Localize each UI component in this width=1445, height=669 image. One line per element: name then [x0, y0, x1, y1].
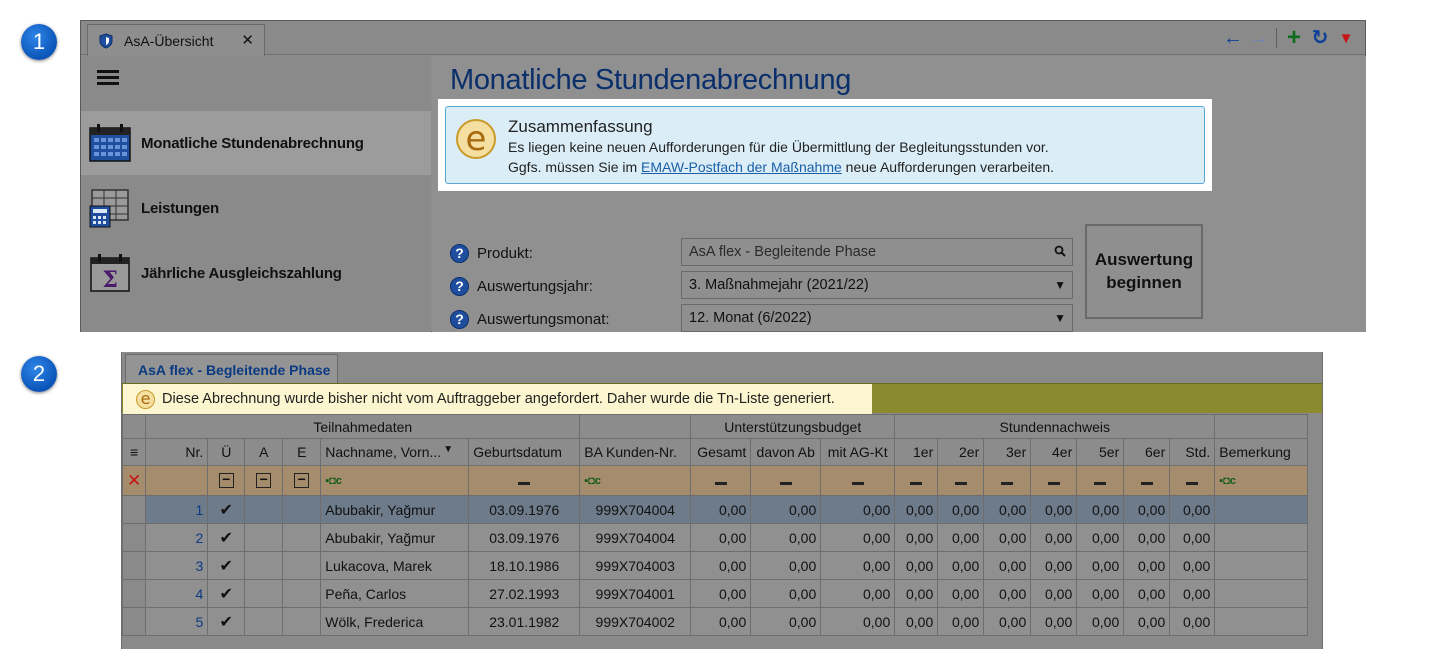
- col-a[interactable]: A: [245, 439, 283, 466]
- column-header-row: [123, 439, 1308, 466]
- row-name: Lukacova, Marek: [321, 552, 469, 580]
- row-4er: 0,00: [1031, 524, 1077, 552]
- row-check-a: [245, 524, 283, 552]
- row-5er: 0,00: [1077, 580, 1124, 608]
- sidebar-item-services[interactable]: [81, 176, 431, 240]
- button-label-2: beginnen: [1106, 272, 1182, 292]
- chevron-down-icon[interactable]: ▼: [1054, 278, 1066, 292]
- row-birthdate: 23.01.1982: [469, 608, 580, 636]
- row-check-e: [283, 496, 321, 524]
- row-name: Peña, Carlos: [321, 580, 469, 608]
- row-check-u[interactable]: ✔: [208, 608, 245, 636]
- row-gutter: [123, 496, 146, 524]
- summary-text: Es liegen keine neuen Aufforderungen für die Übermittlung der Begleitungsstunden vor.: [508, 139, 1049, 155]
- search-icon[interactable]: [1054, 245, 1066, 257]
- page-title: Monatliche Stundenabrechnung: [450, 64, 852, 96]
- row-check-e: [283, 608, 321, 636]
- row-std: 0,00: [1170, 496, 1215, 524]
- calculator-icon: [89, 188, 131, 228]
- year-label: Auswertungsjahr:: [477, 277, 593, 295]
- row-name: Abubakir, Yağmur: [321, 524, 469, 552]
- filter-ab[interactable]: [751, 466, 821, 496]
- table-row[interactable]: [123, 496, 1308, 524]
- refresh-icon[interactable]: ↻: [1311, 27, 1329, 49]
- row-std: 0,00: [1170, 552, 1215, 580]
- row-6er: 0,00: [1124, 552, 1170, 580]
- row-gutter: [123, 608, 146, 636]
- row-davon-ab: 0,00: [751, 496, 821, 524]
- row-birthdate: 03.09.1976: [469, 524, 580, 552]
- row-birthdate: 18.10.1986: [469, 552, 580, 580]
- month-select[interactable]: [681, 304, 1073, 332]
- row-5er: 0,00: [1077, 552, 1124, 580]
- col-name-label: Nachname, Vorn...: [325, 444, 442, 460]
- sigma-calendar-icon: [89, 253, 131, 293]
- col-davon-ab[interactable]: davon Ab: [751, 439, 821, 466]
- row-5er: 0,00: [1077, 524, 1124, 552]
- chevron-down-icon[interactable]: ▼: [1054, 311, 1066, 325]
- row-ba-nr: 999X704002: [580, 608, 691, 636]
- column-chooser-icon[interactable]: ≡: [123, 439, 146, 466]
- filter-gesamt[interactable]: [691, 466, 751, 496]
- toolbar: [1222, 26, 1357, 50]
- filter-5er[interactable]: [1077, 466, 1124, 496]
- row-birthdate: 03.09.1976: [469, 496, 580, 524]
- row-ba-nr: 999X704003: [580, 552, 691, 580]
- row-check-e: [283, 552, 321, 580]
- col-3er[interactable]: 3er: [984, 439, 1031, 466]
- col-nr[interactable]: Nr.: [146, 439, 208, 466]
- sidebar-item-label: Leistungen: [141, 199, 220, 217]
- row-bemerkung: [1215, 580, 1308, 608]
- row-2er: 0,00: [938, 496, 984, 524]
- group-stundennachweis: Stundennachweis: [895, 415, 1215, 439]
- filter-agkt[interactable]: [821, 466, 895, 496]
- row-6er: 0,00: [1124, 580, 1170, 608]
- row-name: Wölk, Frederica: [321, 608, 469, 636]
- help-icon[interactable]: ?: [450, 277, 469, 296]
- notice-text: Diese Abrechnung wurde bisher nicht vom Auftraggeber angefordert. Daher wurde die Tn-Liste generiert.: [162, 391, 835, 407]
- filter-birthdate[interactable]: [469, 466, 580, 496]
- row-2er: 0,00: [938, 524, 984, 552]
- product-value: AsA flex - Begleitende Phase: [689, 244, 877, 260]
- filter-bemerkung[interactable]: ▪◘c: [1215, 466, 1308, 496]
- row-davon-ab: 0,00: [751, 608, 821, 636]
- filter-row: [123, 466, 1308, 496]
- gutter-header: [123, 415, 146, 439]
- row-bemerkung: [1215, 524, 1308, 552]
- toolbar-divider: [1276, 28, 1277, 48]
- row-1er: 0,00: [895, 580, 938, 608]
- main-content: [432, 56, 1366, 332]
- row-mit-ag-kt: 0,00: [821, 496, 895, 524]
- sidebar-item-annual-compensation[interactable]: [81, 241, 431, 305]
- step-badge-1: 1: [21, 24, 57, 60]
- row-std: 0,00: [1170, 608, 1215, 636]
- row-ba-nr: 999X704004: [580, 524, 691, 552]
- row-5er: 0,00: [1077, 496, 1124, 524]
- row-std: 0,00: [1170, 524, 1215, 552]
- row-4er: 0,00: [1031, 552, 1077, 580]
- row-number: 4: [146, 580, 208, 608]
- row-4er: 0,00: [1031, 580, 1077, 608]
- col-name[interactable]: [321, 439, 469, 466]
- summary-panel: [445, 106, 1205, 184]
- row-1er: 0,00: [895, 496, 938, 524]
- table-row[interactable]: [123, 552, 1308, 580]
- row-mit-ag-kt: 0,00: [821, 552, 895, 580]
- col-birthdate[interactable]: Geburtsdatum: [469, 439, 580, 466]
- row-gutter: [123, 552, 146, 580]
- col-4er[interactable]: 4er: [1031, 439, 1077, 466]
- shield-icon: [98, 33, 114, 49]
- row-mit-ag-kt: 0,00: [821, 608, 895, 636]
- row-check-u[interactable]: ✔: [208, 496, 245, 524]
- product-input[interactable]: [681, 238, 1073, 266]
- year-select[interactable]: [681, 271, 1073, 299]
- row-4er: 0,00: [1031, 608, 1077, 636]
- billing-grid-window: [121, 352, 1323, 649]
- svg-text:Σ: Σ: [102, 267, 118, 293]
- filter-2er[interactable]: [938, 466, 984, 496]
- sidebar: [81, 56, 431, 332]
- year-value: 3. Maßnahmejahr (2021/22): [689, 277, 869, 293]
- col-e[interactable]: E: [283, 439, 321, 466]
- dropdown-menu-icon[interactable]: ▼: [1338, 29, 1354, 47]
- month-label: Auswertungsmonat:: [477, 310, 610, 328]
- row-check-u[interactable]: ✔: [208, 524, 245, 552]
- row-2er: 0,00: [938, 580, 984, 608]
- month-row: [450, 305, 610, 333]
- summary-prefix: Ggfs. müssen Sie im: [508, 159, 642, 175]
- row-check-a: [245, 552, 283, 580]
- row-gesamt: 0,00: [691, 608, 751, 636]
- product-row: [450, 239, 533, 267]
- row-3er: 0,00: [984, 496, 1031, 524]
- sort-icon: ▼: [443, 444, 454, 455]
- table-row[interactable]: [123, 580, 1308, 608]
- filter-nr[interactable]: [146, 466, 208, 496]
- row-2er: 0,00: [938, 608, 984, 636]
- filter-name[interactable]: ▪◘c: [321, 466, 469, 496]
- calendar-grid-icon: [89, 123, 131, 163]
- group-teilnahmedaten: Teilnahmedaten: [146, 415, 580, 439]
- start-evaluation-button[interactable]: [1085, 224, 1203, 319]
- clear-filter-icon[interactable]: ✕: [123, 466, 146, 496]
- group-spacer: [1215, 415, 1308, 439]
- row-bemerkung: [1215, 496, 1308, 524]
- tab-asa-overview[interactable]: [87, 24, 265, 56]
- row-std: 0,00: [1170, 580, 1215, 608]
- participants-table: [122, 414, 1308, 636]
- row-1er: 0,00: [895, 552, 938, 580]
- filter-std[interactable]: [1170, 466, 1215, 496]
- row-ba-nr: 999X704004: [580, 496, 691, 524]
- row-number: 2: [146, 524, 208, 552]
- filter-e[interactable]: −: [283, 466, 321, 496]
- row-birthdate: 27.02.1993: [469, 580, 580, 608]
- row-name: Abubakir, Yağmur: [321, 496, 469, 524]
- row-check-u[interactable]: ✔: [208, 580, 245, 608]
- row-check-e: [283, 580, 321, 608]
- group-header-row: [123, 415, 1308, 439]
- col-5er[interactable]: 5er: [1077, 439, 1124, 466]
- button-label-1: Auswertung: [1094, 249, 1194, 269]
- row-check-u[interactable]: ✔: [208, 552, 245, 580]
- row-gutter: [123, 580, 146, 608]
- row-davon-ab: 0,00: [751, 524, 821, 552]
- summary-text-2: [508, 159, 1054, 175]
- row-3er: 0,00: [984, 524, 1031, 552]
- close-icon[interactable]: ✕: [241, 32, 254, 49]
- col-std[interactable]: Std.: [1170, 439, 1215, 466]
- notice-message: [123, 384, 872, 414]
- tab-asa-flex[interactable]: AsA flex - Begleitende Phase: [125, 354, 338, 384]
- col-mit-ag-kt[interactable]: mit AG-Kt: [821, 439, 895, 466]
- tab-title: AsA-Übersicht: [124, 32, 214, 49]
- summary-suffix: neue Aufforderungen verarbeiten.: [841, 159, 1055, 175]
- e-logo-icon: e: [456, 119, 496, 159]
- row-mit-ag-kt: 0,00: [821, 524, 895, 552]
- row-gesamt: 0,00: [691, 524, 751, 552]
- step-badge-2: 2: [21, 356, 57, 392]
- hamburger-menu-icon[interactable]: [97, 70, 119, 86]
- filter-4er[interactable]: [1031, 466, 1077, 496]
- col-6er[interactable]: 6er: [1124, 439, 1170, 466]
- row-5er: 0,00: [1077, 608, 1124, 636]
- col-u[interactable]: Ü: [208, 439, 245, 466]
- row-number: 5: [146, 608, 208, 636]
- row-6er: 0,00: [1124, 524, 1170, 552]
- row-1er: 0,00: [895, 524, 938, 552]
- month-value: 12. Monat (6/2022): [689, 310, 812, 326]
- col-bemerkung[interactable]: Bemerkung: [1215, 439, 1308, 466]
- row-3er: 0,00: [984, 580, 1031, 608]
- col-1er[interactable]: 1er: [895, 439, 938, 466]
- row-mit-ag-kt: 0,00: [821, 580, 895, 608]
- emaw-mailbox-link[interactable]: EMAW-Postfach der Maßnahme: [641, 159, 842, 175]
- back-arrow-icon[interactable]: ←: [1223, 27, 1243, 49]
- filter-a[interactable]: −: [245, 466, 283, 496]
- row-check-e: [283, 524, 321, 552]
- row-check-a: [245, 580, 283, 608]
- sidebar-item-monthly-billing[interactable]: [81, 111, 431, 175]
- row-gesamt: 0,00: [691, 580, 751, 608]
- year-row: [450, 272, 593, 300]
- table-row[interactable]: [123, 524, 1308, 552]
- row-check-a: [245, 608, 283, 636]
- row-6er: 0,00: [1124, 608, 1170, 636]
- summary-title: Zusammenfassung: [508, 117, 653, 136]
- sidebar-item-label: Monatliche Stundenabrechnung: [141, 134, 364, 152]
- row-check-a: [245, 496, 283, 524]
- row-gesamt: 0,00: [691, 552, 751, 580]
- row-3er: 0,00: [984, 552, 1031, 580]
- row-davon-ab: 0,00: [751, 552, 821, 580]
- row-1er: 0,00: [895, 608, 938, 636]
- row-number: 3: [146, 552, 208, 580]
- forward-arrow-icon[interactable]: →: [1249, 27, 1269, 49]
- filter-ba[interactable]: ▪◘c: [580, 466, 691, 496]
- row-number: 1: [146, 496, 208, 524]
- tab-bar: [81, 21, 1365, 55]
- col-gesamt[interactable]: Gesamt: [691, 439, 751, 466]
- group-spacer: [580, 415, 691, 439]
- sidebar-item-label: Jährliche Ausgleichszahlung: [141, 264, 342, 282]
- col-2er[interactable]: 2er: [938, 439, 984, 466]
- help-icon[interactable]: ?: [450, 310, 469, 329]
- filter-6er[interactable]: [1124, 466, 1170, 496]
- notice-bar: [122, 383, 1322, 413]
- row-bemerkung: [1215, 608, 1308, 636]
- help-icon[interactable]: ?: [450, 244, 469, 263]
- row-4er: 0,00: [1031, 496, 1077, 524]
- e-logo-icon: e: [136, 390, 155, 409]
- row-gutter: [123, 524, 146, 552]
- row-6er: 0,00: [1124, 496, 1170, 524]
- summary-box: [438, 99, 1212, 191]
- row-bemerkung: [1215, 552, 1308, 580]
- row-gesamt: 0,00: [691, 496, 751, 524]
- row-2er: 0,00: [938, 552, 984, 580]
- col-ba-customer-nr[interactable]: BA Kunden-Nr.: [580, 439, 691, 466]
- row-davon-ab: 0,00: [751, 580, 821, 608]
- row-3er: 0,00: [984, 608, 1031, 636]
- filter-u[interactable]: −: [208, 466, 245, 496]
- add-icon[interactable]: +: [1286, 24, 1301, 51]
- overview-window: [80, 20, 1366, 332]
- filter-3er[interactable]: [984, 466, 1031, 496]
- table-row[interactable]: [123, 608, 1308, 636]
- product-label: Produkt:: [477, 244, 533, 262]
- group-unterstuetzungsbudget: Unterstützungsbudget: [691, 415, 895, 439]
- filter-1er[interactable]: [895, 466, 938, 496]
- row-ba-nr: 999X704001: [580, 580, 691, 608]
